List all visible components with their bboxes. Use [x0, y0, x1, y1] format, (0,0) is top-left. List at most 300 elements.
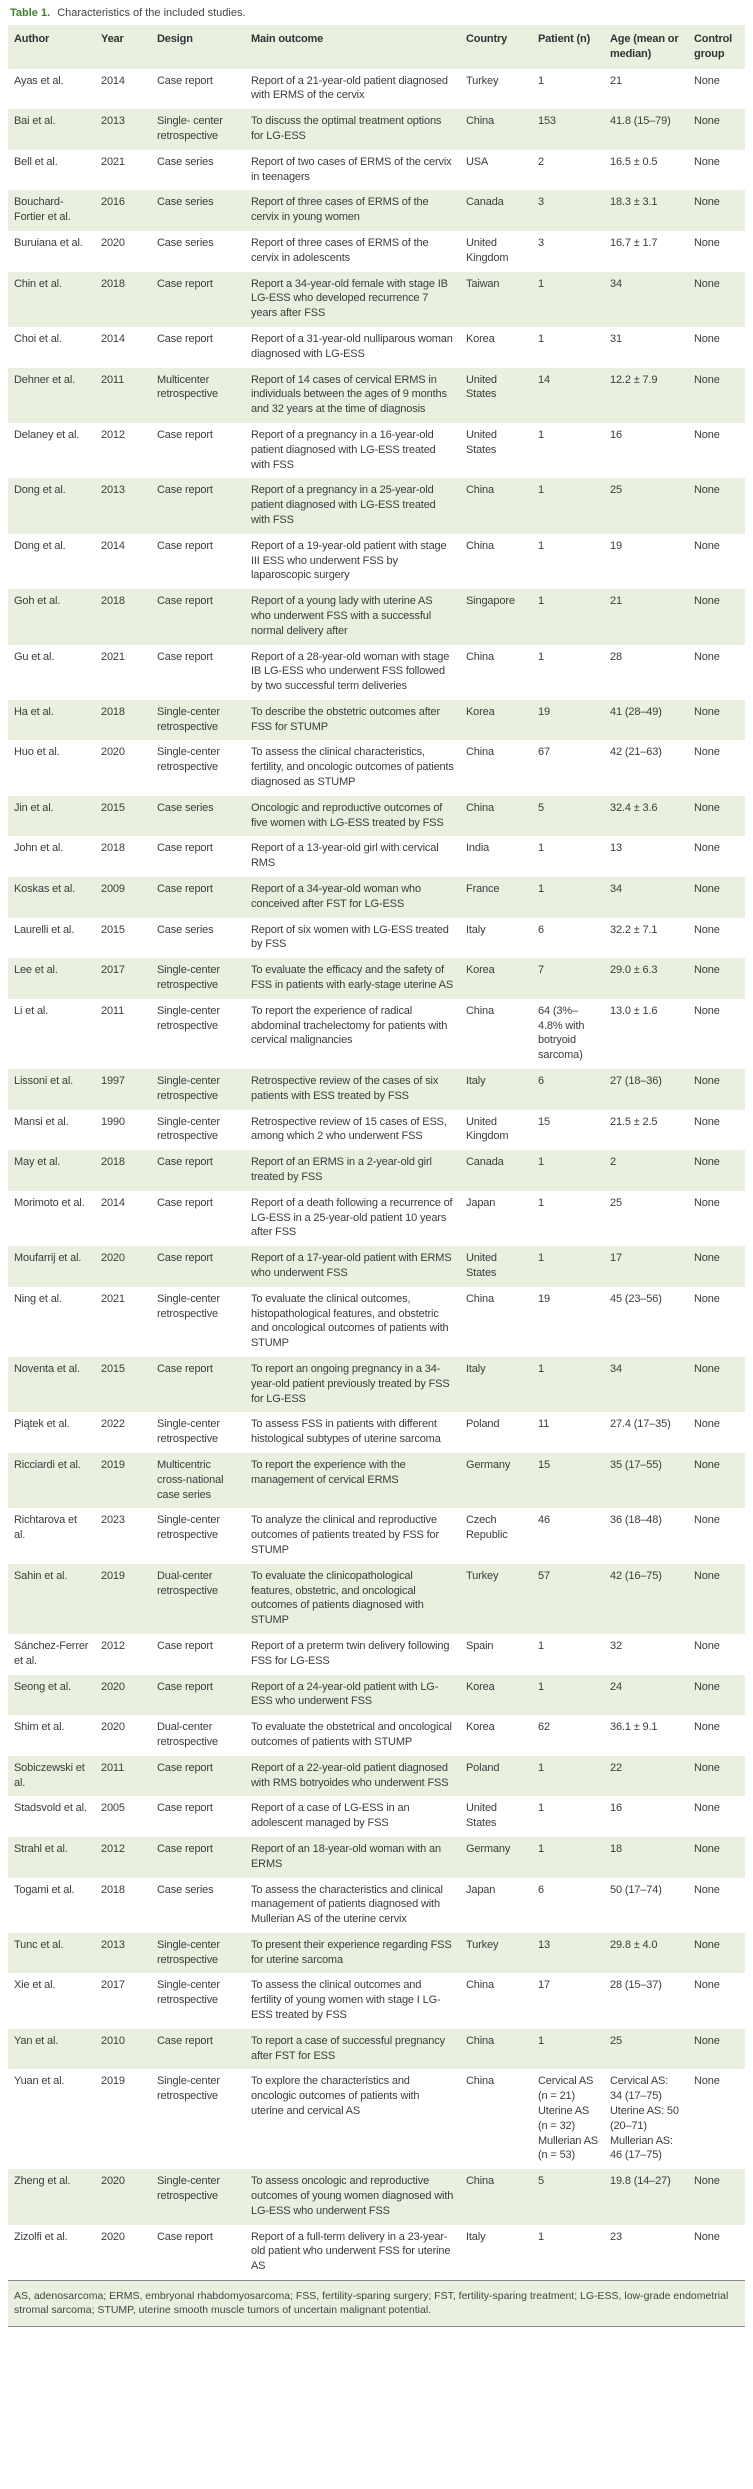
cell-design: Multicentric cross-national case series — [157, 1458, 224, 1501]
cell-patient: 1 — [538, 484, 544, 497]
cell-year: 2012 — [101, 1639, 125, 1652]
cell-patient: 2 — [538, 155, 544, 168]
cell-age: 35 (17–55) — [610, 1458, 662, 1471]
cell-control-group: None — [694, 2230, 720, 2243]
cell-country: Italy — [466, 1075, 486, 1088]
table-row — [8, 1756, 745, 1797]
cell-design: Case report — [157, 1196, 213, 1209]
cell-control-group: None — [694, 236, 720, 249]
cell-author: Xie et al. — [14, 1979, 56, 1992]
cell-author: Yuan et al. — [14, 2075, 65, 2088]
cell-design: Case report — [157, 1362, 213, 1375]
cell-main-outcome: Report of a 21-year-old patient diagnosed with ERMS of the cervix — [251, 74, 448, 102]
table-row — [8, 589, 745, 644]
cell-age: Cervical AS: 34 (17–75) Uterine AS: 50 (20–71) Mullerian AS: 46 (17–75) — [610, 2075, 679, 2162]
cell-author: Ha et al. — [14, 705, 54, 718]
cell-country: India — [466, 842, 490, 855]
cell-control-group: None — [694, 1418, 720, 1431]
cell-design: Case series — [157, 1883, 214, 1896]
cell-author: Dehner et al. — [14, 373, 76, 386]
cell-author: Richtarova et al. — [14, 1514, 77, 1542]
cell-control-group: None — [694, 539, 720, 552]
table-row — [8, 534, 745, 589]
cell-patient: 1 — [538, 539, 544, 552]
cell-age: 32.4 ± 3.6 — [610, 801, 658, 814]
cell-main-outcome: Report of a case of LG-ESS in an adolescent managed by FSS — [251, 1802, 410, 1830]
cell-author: Ning et al. — [14, 1292, 62, 1305]
cell-country: China — [466, 746, 494, 759]
table-row — [8, 645, 745, 700]
cell-age: 27.4 (17–35) — [610, 1418, 671, 1431]
table-row — [8, 109, 745, 150]
cell-patient: 153 — [538, 115, 556, 128]
table-row — [8, 2225, 745, 2280]
cell-control-group: None — [694, 115, 720, 128]
cell-design: Case report — [157, 1842, 213, 1855]
cell-country: China — [466, 1979, 494, 1992]
cell-author: Stadsvold et al. — [14, 1802, 87, 1815]
cell-patient: 13 — [538, 1938, 550, 1951]
cell-year: 2018 — [101, 595, 125, 608]
cell-year: 2017 — [101, 964, 125, 977]
cell-country: United States — [466, 1252, 497, 1279]
cell-design: Dual-center retrospective — [157, 1569, 219, 1597]
cell-patient: 1 — [538, 1156, 544, 1169]
cell-author: Zheng et al. — [14, 2175, 71, 2188]
cell-country: Italy — [466, 1362, 486, 1375]
cell-main-outcome: Report of a 34-year-old woman who conceived after FST for LG-ESS — [251, 883, 421, 910]
table-row — [8, 999, 745, 1069]
cell-design: Dual-center retrospective — [157, 1721, 219, 1748]
cell-control-group: None — [694, 196, 720, 209]
cell-control-group: None — [694, 705, 720, 718]
cell-author: Piątek et al. — [14, 1418, 70, 1431]
cell-country: Germany — [466, 1842, 511, 1855]
cell-control-group: None — [694, 74, 720, 87]
cell-year: 2011 — [101, 1004, 125, 1017]
table-row — [8, 368, 745, 423]
cell-design: Single-center retrospective — [157, 2175, 220, 2203]
cell-main-outcome: To explore the characteristics and oncologic outcomes of patients with uterine and cervical AS — [251, 2075, 420, 2118]
cell-age: 22 — [610, 1761, 622, 1774]
cell-author: Mansi et al. — [14, 1115, 69, 1128]
cell-country: Korea — [466, 1721, 495, 1734]
cell-year: 2021 — [101, 1292, 125, 1305]
cell-control-group: None — [694, 1761, 720, 1774]
cell-author: Ricciardi et al. — [14, 1458, 81, 1471]
cell-design: Single-center retrospective — [157, 2075, 220, 2103]
header-year: Year — [101, 33, 124, 45]
cell-patient: 64 (3%–4.8% with botryoid sarcoma) — [538, 1004, 585, 1062]
cell-main-outcome: Report of six women with LG-ESS treated by FSS — [251, 923, 449, 951]
header-control-group: Control group — [694, 33, 733, 60]
cell-patient: 7 — [538, 964, 544, 977]
cell-country: China — [466, 801, 494, 814]
table-body — [8, 69, 745, 2280]
cell-design: Case report — [157, 74, 213, 87]
cell-control-group: None — [694, 1156, 720, 1169]
cell-author: Sánchez-Ferrer et al. — [14, 1639, 89, 1667]
cell-design: Case report — [157, 2034, 213, 2047]
table-row — [8, 1634, 745, 1675]
cell-patient: Cervical AS (n = 21) Uterine AS (n = 32) Mullerian AS (n = 53) — [538, 2075, 598, 2162]
table-row — [8, 1150, 745, 1191]
cell-age: 2 — [610, 1156, 616, 1169]
cell-author: John et al. — [14, 842, 64, 855]
table-row — [8, 1191, 745, 1246]
cell-author: Tunc et al. — [14, 1938, 64, 1951]
cell-country: Poland — [466, 1418, 500, 1431]
cell-design: Case series — [157, 236, 214, 249]
cell-design: Case series — [157, 801, 214, 814]
cell-author: Bai et al. — [14, 115, 56, 128]
cell-design: Case report — [157, 883, 213, 896]
header-main-outcome: Main outcome — [251, 33, 324, 45]
cell-design: Case report — [157, 1802, 213, 1815]
table-row — [8, 2029, 745, 2070]
cell-patient: 1 — [538, 277, 544, 290]
cell-patient: 1 — [538, 428, 544, 441]
cell-main-outcome: Report of a 24-year-old patient with LG-ESS who underwent FSS — [251, 1680, 439, 1708]
table-row — [8, 1110, 745, 1151]
cell-main-outcome: Retrospective review of the cases of six patients with ESS treated by FSS — [251, 1075, 439, 1102]
cell-country: United States — [466, 373, 497, 401]
cell-patient: 6 — [538, 1075, 544, 1088]
table-row — [8, 478, 745, 533]
cell-author: Dong et al. — [14, 539, 66, 552]
cell-age: 27 (18–36) — [610, 1075, 662, 1088]
cell-patient: 1 — [538, 595, 544, 608]
cell-age: 45 (23–56) — [610, 1292, 662, 1305]
cell-control-group: None — [694, 1252, 720, 1265]
cell-control-group: None — [694, 155, 720, 168]
cell-year: 2014 — [101, 1196, 125, 1209]
table-header-row — [8, 25, 745, 69]
cell-control-group: None — [694, 1004, 720, 1017]
cell-age: 41 (28–49) — [610, 705, 662, 718]
cell-control-group: None — [694, 1514, 720, 1527]
cell-main-outcome: To discuss the optimal treatment options for LG-ESS — [251, 115, 442, 142]
cell-author: Morimoto et al. — [14, 1196, 85, 1209]
cell-control-group: None — [694, 484, 720, 497]
cell-year: 2015 — [101, 923, 125, 936]
cell-design: Single-center retrospective — [157, 1938, 220, 1966]
table-row — [8, 958, 745, 999]
cell-country: Korea — [466, 1680, 495, 1693]
cell-age: 25 — [610, 2034, 622, 2047]
cell-year: 2019 — [101, 1458, 125, 1471]
cell-year: 2015 — [101, 1362, 125, 1375]
cell-patient: 17 — [538, 1979, 550, 1992]
cell-author: Huo et al. — [14, 746, 60, 759]
cell-year: 2009 — [101, 883, 125, 896]
cell-country: United Kingdom — [466, 236, 509, 264]
table-row — [8, 1246, 745, 1287]
cell-age: 29.8 ± 4.0 — [610, 1938, 658, 1951]
cell-main-outcome: To report an ongoing pregnancy in a 34-year-old patient previously treated by FSS for LG-ESS — [251, 1362, 450, 1405]
cell-year: 2022 — [101, 1418, 125, 1431]
cell-year: 2013 — [101, 1938, 125, 1951]
cell-country: China — [466, 650, 494, 663]
cell-age: 32 — [610, 1639, 622, 1652]
cell-author: Yan et al. — [14, 2034, 59, 2047]
cell-country: Spain — [466, 1639, 494, 1652]
cell-design: Case report — [157, 539, 213, 552]
cell-patient: 46 — [538, 1514, 550, 1527]
cell-main-outcome: To evaluate the clinicopathological features, obstetric, and oncological outcomes of patients diagnosed with STUMP — [251, 1569, 424, 1627]
cell-main-outcome: Report of an 18-year-old woman with an ERMS — [251, 1842, 441, 1870]
cell-patient: 1 — [538, 1761, 544, 1774]
cell-control-group: None — [694, 1292, 720, 1305]
cell-main-outcome: Oncologic and reproductive outcomes of five women with LG-ESS treated by FSS — [251, 801, 444, 829]
cell-age: 50 (17–74) — [610, 1883, 662, 1896]
table-label: Table 1. — [10, 7, 51, 19]
cell-author: Laurelli et al. — [14, 923, 75, 936]
cell-patient: 19 — [538, 1292, 550, 1305]
cell-age: 34 — [610, 1362, 622, 1375]
cell-year: 2023 — [101, 1514, 125, 1527]
cell-age: 12.2 ± 7.9 — [610, 373, 658, 386]
cell-main-outcome: Report of a 31-year-old nulliparous woman diagnosed with LG-ESS — [251, 332, 453, 360]
cell-design: Single-center retrospective — [157, 964, 220, 992]
cell-country: Canada — [466, 196, 504, 209]
cell-main-outcome: To evaluate the efficacy and the safety of FSS in patients with early-stage uterine AS — [251, 964, 454, 992]
cell-country: China — [466, 2175, 494, 2188]
cell-year: 2012 — [101, 1842, 125, 1855]
cell-patient: 67 — [538, 746, 550, 759]
studies-table — [8, 25, 745, 2280]
cell-design: Case report — [157, 484, 213, 497]
cell-control-group: None — [694, 1196, 720, 1209]
table-row — [8, 1508, 745, 1563]
cell-age: 21.5 ± 2.5 — [610, 1115, 658, 1128]
cell-age: 23 — [610, 2230, 622, 2243]
table-caption — [0, 0, 753, 25]
cell-country: Turkey — [466, 1938, 499, 1951]
cell-age: 31 — [610, 332, 622, 345]
cell-patient: 6 — [538, 923, 544, 936]
cell-main-outcome: To evaluate the obstetrical and oncological outcomes of patients with STUMP — [251, 1721, 452, 1748]
cell-design: Single-center retrospective — [157, 1418, 220, 1446]
cell-control-group: None — [694, 1458, 720, 1471]
cell-country: China — [466, 539, 494, 552]
cell-main-outcome: Report a 34-year-old female with stage IB LG-ESS who developed recurrence 7 years after FSS — [251, 277, 448, 320]
cell-patient: 19 — [538, 705, 550, 718]
cell-country: China — [466, 2034, 494, 2047]
cell-country: Korea — [466, 332, 495, 345]
cell-country: Czech Republic — [466, 1514, 508, 1542]
table-row — [8, 2069, 745, 2169]
cell-design: Case series — [157, 196, 214, 209]
cell-year: 2014 — [101, 539, 125, 552]
cell-country: Poland — [466, 1761, 500, 1774]
cell-control-group: None — [694, 801, 720, 814]
cell-main-outcome: Report of 14 cases of cervical ERMS in individuals between the ages of 9 months and 32 years at the time of diagnosis — [251, 373, 447, 416]
cell-country: Japan — [466, 1196, 496, 1209]
cell-year: 2013 — [101, 484, 125, 497]
cell-author: Shim et al. — [14, 1721, 65, 1734]
cell-main-outcome: To present their experience regarding FSS for uterine sarcoma — [251, 1938, 452, 1966]
table-title: Characteristics of the included studies. — [57, 7, 246, 19]
table-row — [8, 877, 745, 918]
cell-design: Case report — [157, 332, 213, 345]
table-row — [8, 1412, 745, 1453]
cell-year: 2020 — [101, 1252, 125, 1265]
table-row — [8, 1069, 745, 1110]
cell-age: 32.2 ± 7.1 — [610, 923, 658, 936]
cell-main-outcome: Report of a 17-year-old patient with ERMS who underwent FSS — [251, 1252, 452, 1279]
cell-design: Case report — [157, 650, 213, 663]
cell-main-outcome: Report of a preterm twin delivery following FSS for LG-ESS — [251, 1639, 450, 1667]
cell-control-group: None — [694, 1362, 720, 1375]
cell-author: Dong et al. — [14, 484, 66, 497]
cell-age: 28 — [610, 650, 622, 663]
cell-design: Single-center retrospective — [157, 1979, 220, 2007]
cell-year: 2018 — [101, 1156, 125, 1169]
cell-main-outcome: To assess the clinical characteristics, fertility, and oncologic outcomes of patients diagnosed as STUMP — [251, 746, 454, 789]
cell-patient: 1 — [538, 842, 544, 855]
cell-year: 2020 — [101, 2175, 125, 2188]
cell-patient: 1 — [538, 883, 544, 896]
table-row — [8, 700, 745, 741]
cell-age: 25 — [610, 1196, 622, 1209]
cell-control-group: None — [694, 883, 720, 896]
cell-control-group: None — [694, 2175, 720, 2188]
table-row — [8, 190, 745, 231]
cell-design: Single-center retrospective — [157, 746, 220, 774]
cell-design: Single-center retrospective — [157, 1004, 220, 1032]
table-row — [8, 796, 745, 837]
cell-age: 42 (21–63) — [610, 746, 662, 759]
cell-year: 2014 — [101, 74, 125, 87]
cell-year: 2020 — [101, 1680, 125, 1693]
cell-patient: 15 — [538, 1458, 550, 1471]
table-row — [8, 231, 745, 272]
cell-country: USA — [466, 155, 489, 168]
cell-age: 28 (15–37) — [610, 1979, 662, 1992]
cell-main-outcome: Report of a pregnancy in a 16-year-old patient diagnosed with LG-ESS treated with FSS — [251, 428, 436, 471]
cell-control-group: None — [694, 842, 720, 855]
cell-age: 16.5 ± 0.5 — [610, 155, 658, 168]
cell-control-group: None — [694, 2075, 720, 2088]
cell-control-group: None — [694, 1979, 720, 1992]
cell-year: 2014 — [101, 332, 125, 345]
cell-patient: 1 — [538, 1842, 544, 1855]
cell-control-group: None — [694, 1721, 720, 1734]
cell-year: 2018 — [101, 842, 125, 855]
cell-design: Single-center retrospective — [157, 1075, 220, 1102]
cell-year: 2018 — [101, 1883, 125, 1896]
table-row — [8, 69, 745, 110]
cell-author: Sahin et al. — [14, 1569, 68, 1582]
table-row — [8, 1878, 745, 1933]
cell-control-group: None — [694, 1639, 720, 1652]
cell-patient: 57 — [538, 1569, 550, 1582]
cell-patient: 1 — [538, 1362, 544, 1375]
cell-country: China — [466, 1292, 494, 1305]
cell-patient: 1 — [538, 1639, 544, 1652]
cell-patient: 1 — [538, 2034, 544, 2047]
cell-country: Taiwan — [466, 277, 500, 290]
cell-control-group: None — [694, 746, 720, 759]
cell-age: 25 — [610, 484, 622, 497]
cell-country: China — [466, 2075, 494, 2088]
cell-country: Germany — [466, 1458, 511, 1471]
table-row — [8, 1973, 745, 2028]
table-row — [8, 1675, 745, 1716]
cell-year: 2020 — [101, 746, 125, 759]
cell-author: Li et al. — [14, 1004, 49, 1017]
cell-main-outcome: To report a case of successful pregnancy after FST for ESS — [251, 2034, 445, 2062]
cell-author: Strahl et al. — [14, 1842, 68, 1855]
cell-author: Jin et al. — [14, 801, 54, 814]
cell-patient: 1 — [538, 2230, 544, 2243]
cell-patient: 1 — [538, 650, 544, 663]
cell-patient: 11 — [538, 1418, 550, 1431]
table-row — [8, 1837, 745, 1878]
cell-design: Single-center retrospective — [157, 1514, 220, 1542]
cell-control-group: None — [694, 277, 720, 290]
cell-control-group: None — [694, 1883, 720, 1896]
table-row — [8, 423, 745, 478]
cell-age: 36 (18–48) — [610, 1514, 662, 1527]
cell-author: Chin et al. — [14, 277, 62, 290]
cell-author: Delaney et al. — [14, 428, 80, 441]
cell-author: Goh et al. — [14, 595, 61, 608]
cell-main-outcome: To evaluate the clinical outcomes, histopathological features, and obstetric and oncological outcomes of patients with STUMP — [251, 1292, 449, 1350]
cell-main-outcome: Report of three cases of ERMS of the cervix in young women — [251, 196, 429, 224]
cell-design: Case report — [157, 428, 213, 441]
cell-main-outcome: To assess the characteristics and clinical management of patients diagnosed with Mullerian AS of the uterine cervix — [251, 1883, 443, 1926]
cell-main-outcome: Report of a full-term delivery in a 23-year-old patient who underwent FSS for uterine AS — [251, 2230, 451, 2273]
table-row — [8, 150, 745, 191]
cell-control-group: None — [694, 1680, 720, 1693]
cell-author: Buruiana et al. — [14, 236, 83, 249]
cell-design: Case series — [157, 155, 214, 168]
cell-country: Korea — [466, 705, 495, 718]
cell-patient: 1 — [538, 1252, 544, 1265]
header-patient: Patient (n) — [538, 33, 591, 45]
cell-main-outcome: Report of a 22-year-old patient diagnosed with RMS botryoides who underwent FSS — [251, 1761, 449, 1789]
cell-age: 18.3 ± 3.1 — [610, 196, 658, 209]
cell-control-group: None — [694, 1569, 720, 1582]
cell-design: Case report — [157, 1680, 213, 1693]
cell-design: Case report — [157, 2230, 213, 2243]
cell-age: 41.8 (15–79) — [610, 115, 671, 128]
cell-age: 16 — [610, 1802, 622, 1815]
cell-country: Italy — [466, 923, 486, 936]
cell-age: 42 (16–75) — [610, 1569, 662, 1582]
cell-author: May et al. — [14, 1156, 61, 1169]
cell-patient: 6 — [538, 1883, 544, 1896]
header-design: Design — [157, 33, 193, 45]
cell-patient: 1 — [538, 1196, 544, 1209]
cell-age: 16.7 ± 1.7 — [610, 236, 658, 249]
cell-age: 34 — [610, 277, 622, 290]
header-author: Author — [14, 33, 50, 45]
cell-main-outcome: Retrospective review of 15 cases of ESS, among which 2 who underwent FSS — [251, 1115, 447, 1143]
cell-year: 2018 — [101, 705, 125, 718]
cell-control-group: None — [694, 595, 720, 608]
cell-main-outcome: Report of three cases of ERMS of the cervix in adolescents — [251, 236, 429, 264]
cell-control-group: None — [694, 373, 720, 386]
table-row — [8, 1796, 745, 1837]
cell-country: France — [466, 883, 500, 896]
cell-author: Seong et al. — [14, 1680, 71, 1693]
cell-author: Bouchard-Fortier et al. — [14, 196, 71, 224]
cell-patient: 14 — [538, 373, 550, 386]
header-age: Age (mean or median) — [610, 33, 679, 60]
